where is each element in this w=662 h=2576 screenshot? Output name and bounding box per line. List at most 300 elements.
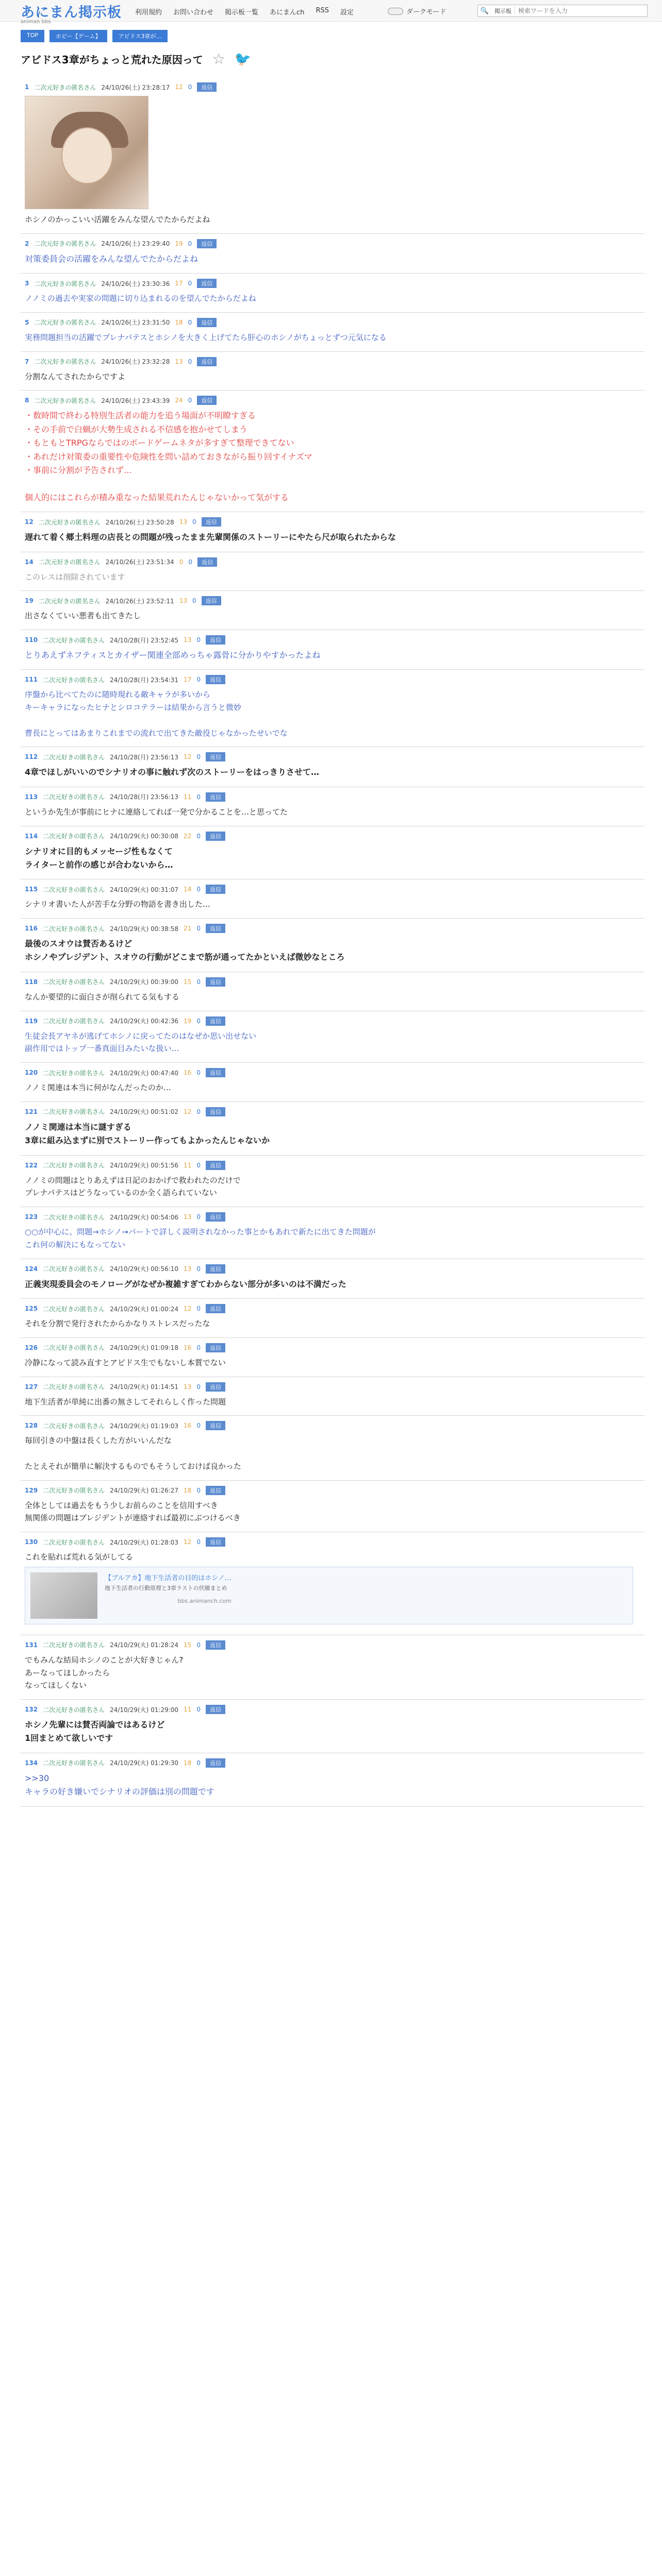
post-number[interactable]: 115 xyxy=(25,886,38,893)
post-number[interactable]: 110 xyxy=(25,636,38,644)
post-body: ・数時間で終わる特別生活者の能力を追う場面が不明瞭すぎる ・その手前で白蝋が大勢生成される不信感を抱かせてしまう ・もともとTRPGならではのボードゲームネタが多すぎて整理できてない ・あれだけ対策委の重要性や危険性を問い詰めておきながら振り回すイナズマ ・事前に分割が予告されず… 個人的にはこれらが積み重なった結果荒れたんじゃないかって気がする xyxy=(25,411,312,502)
post-date: 24/10/29(火) 00:47:40 xyxy=(110,1069,179,1077)
bad-count[interactable]: 0 xyxy=(192,597,196,605)
post-number[interactable]: 126 xyxy=(25,1344,38,1351)
post-number[interactable]: 113 xyxy=(25,793,38,801)
post-body: 対策委員会の活躍をみんな望んでたからだよね xyxy=(25,253,198,264)
toggle-switch[interactable] xyxy=(388,8,403,15)
thread-title-row xyxy=(21,50,644,67)
post-header xyxy=(25,1421,640,1430)
post-body: それを分割で発行されたからかなりストレスだったな xyxy=(25,1319,210,1329)
good-count[interactable]: 12 xyxy=(184,1305,192,1313)
post-author: 二次元好きの匿名さん xyxy=(43,1018,105,1025)
post-body: でもみんな結局ホシノのことが大好きじゃん? あーなってほしかったら なってほしくない xyxy=(25,1655,184,1690)
post-body: ホシノのかっこいい活躍をみんな望んでたからだよね xyxy=(25,215,210,224)
post-date: 24/10/26(土) 23:30:36 xyxy=(101,280,170,287)
good-count[interactable]: 24 xyxy=(175,397,183,404)
reply-button[interactable]: 返信 xyxy=(206,1068,225,1077)
post-date: 24/10/29(火) 01:29:00 xyxy=(110,1706,179,1714)
post xyxy=(21,77,644,234)
favorite-star-icon[interactable]: ☆ xyxy=(212,50,225,67)
bad-count[interactable]: 0 xyxy=(188,318,192,326)
reply-button[interactable]: 返信 xyxy=(206,635,225,645)
header-nav xyxy=(135,7,354,16)
reply-button[interactable]: 返信 xyxy=(206,752,225,761)
post xyxy=(21,1338,644,1377)
reply-button[interactable]: 返信 xyxy=(197,357,217,366)
post-date: 24/10/29(火) 00:39:00 xyxy=(110,978,179,986)
search-box xyxy=(477,5,648,17)
good-count[interactable]: 17 xyxy=(175,280,183,287)
post xyxy=(21,313,644,352)
reply-button[interactable]: 返信 xyxy=(197,557,217,567)
post-date: 24/10/26(土) 23:50:28 xyxy=(105,518,174,526)
post-body: 出さなくていい悪者も出てきたし xyxy=(25,611,141,621)
good-count[interactable]: 12 xyxy=(184,1538,192,1546)
post-author: 二次元好きの匿名さん xyxy=(34,358,96,366)
post-date: 24/10/29(火) 01:26:27 xyxy=(110,1487,179,1495)
post xyxy=(21,1532,644,1635)
post-body: 4章でほしがいいのでシナリオの事に触れず次のストーリーをはっきりさせて… xyxy=(25,767,319,777)
good-count[interactable]: 12 xyxy=(184,753,192,761)
post-header xyxy=(25,596,640,605)
post-date: 24/10/26(土) 23:52:11 xyxy=(105,597,174,605)
post-author: 二次元好きの匿名さん xyxy=(43,753,105,761)
post xyxy=(21,1481,644,1533)
bad-count[interactable]: 0 xyxy=(196,1422,201,1430)
breadcrumb-thread[interactable]: アビドス3章が… xyxy=(112,30,168,42)
bad-count[interactable]: 0 xyxy=(196,1265,201,1273)
post-date: 24/10/29(火) 01:09:18 xyxy=(110,1344,179,1352)
dark-mode-toggle[interactable] xyxy=(388,6,446,16)
post-number[interactable]: 5 xyxy=(25,318,29,326)
post-author: 二次元好きの匿名さん xyxy=(34,397,96,404)
post-date: 24/10/29(火) 00:56:10 xyxy=(110,1265,179,1273)
post xyxy=(21,1207,644,1259)
post-body: ○○が中心に、問題→ホシノ→パートで詳しく説明されなかった事とかもあれで新たに出てきた問題が これ何の解決にもなってない xyxy=(25,1227,376,1249)
good-count[interactable]: 13 xyxy=(175,358,183,365)
post-number[interactable]: 120 xyxy=(25,1069,38,1077)
post xyxy=(21,552,644,591)
breadcrumb-category[interactable]: ホビー【ゲーム】 xyxy=(49,30,107,42)
post-body: これを貼れば荒れる気がしてる xyxy=(25,1552,134,1562)
post-date: 24/10/28(月) 23:52:45 xyxy=(110,636,179,644)
bad-count[interactable]: 0 xyxy=(196,1383,201,1391)
good-count[interactable]: 15 xyxy=(184,1641,192,1649)
thread xyxy=(21,77,644,1807)
post-date: 24/10/29(火) 01:28:24 xyxy=(110,1641,179,1649)
post xyxy=(21,630,644,670)
post-header xyxy=(25,752,640,761)
post-header xyxy=(25,1486,640,1495)
bad-count[interactable]: 0 xyxy=(196,1538,201,1546)
bad-count[interactable]: 0 xyxy=(196,1069,201,1077)
post-header xyxy=(25,239,640,248)
post-number[interactable]: 134 xyxy=(25,1759,38,1767)
post-header xyxy=(25,557,640,567)
post-header xyxy=(25,1107,640,1116)
post-date: 24/10/29(火) 01:29:30 xyxy=(110,1759,179,1767)
reply-button[interactable]: 返信 xyxy=(206,1264,225,1274)
post-author: 二次元好きの匿名さん xyxy=(43,1108,105,1116)
bad-count[interactable]: 0 xyxy=(196,1641,201,1649)
post-number[interactable]: 123 xyxy=(25,1213,38,1221)
post-body: >>30 キャラの好き嫌いでシナリオの評価は別の問題です xyxy=(25,1773,214,1797)
post-date: 24/10/28(月) 23:56:13 xyxy=(110,753,179,761)
bad-count[interactable]: 0 xyxy=(188,397,192,404)
post xyxy=(21,1299,644,1338)
post-author: 二次元好きの匿名さん xyxy=(38,518,101,526)
bad-count[interactable]: 0 xyxy=(196,1213,201,1221)
post-header xyxy=(25,357,640,366)
nav-terms[interactable]: 利用規約 xyxy=(135,9,162,16)
post-author: 二次元好きの匿名さん xyxy=(43,1265,105,1273)
post xyxy=(21,512,644,552)
post-header xyxy=(25,1382,640,1392)
post xyxy=(21,1259,644,1299)
post-header xyxy=(25,279,640,288)
good-count[interactable]: 15 xyxy=(184,978,192,986)
good-count[interactable]: 22 xyxy=(184,832,192,840)
reply-button[interactable]: 返信 xyxy=(206,885,225,894)
reply-button[interactable]: 返信 xyxy=(206,1212,225,1222)
link-text xyxy=(105,1572,231,1619)
post-author: 二次元好きの匿名さん xyxy=(34,240,96,248)
bad-count[interactable]: 0 xyxy=(196,1017,201,1025)
reply-button[interactable]: 返信 xyxy=(197,239,217,248)
thread-title: アビドス3章がちょっと荒れた原因って xyxy=(21,54,203,66)
good-count[interactable]: 19 xyxy=(175,240,183,247)
post-body: 実務問題担当の活躍でプレナパテスとホシノを大きく上げてたら肝心のホシノがちょっとずつ元気になる xyxy=(25,332,387,342)
good-count[interactable]: 21 xyxy=(184,925,192,933)
post-header xyxy=(25,924,640,933)
post-number[interactable]: 14 xyxy=(25,558,34,566)
post-date: 24/10/28(月) 23:56:13 xyxy=(110,793,179,801)
good-count[interactable]: 13 xyxy=(184,636,192,644)
post-number[interactable]: 131 xyxy=(25,1641,38,1649)
post-date: 24/10/29(火) 00:38:58 xyxy=(110,925,179,933)
post-header xyxy=(25,1705,640,1714)
post-author: 二次元好きの匿名さん xyxy=(38,558,101,566)
post-number[interactable]: 19 xyxy=(25,597,34,605)
reply-button[interactable]: 返信 xyxy=(206,1107,225,1116)
post-header xyxy=(25,675,640,684)
post-author: 二次元好きの匿名さん xyxy=(43,1383,105,1391)
post-header xyxy=(25,1343,640,1352)
post-header xyxy=(25,635,640,645)
post-body: 正義実現委員会のモノローグがなぜか複雑すぎてわからない部分が多いのは不満だった xyxy=(25,1279,346,1289)
breadcrumb-top[interactable]: TOP xyxy=(21,30,44,42)
post xyxy=(21,879,644,919)
reply-button[interactable]: 返信 xyxy=(206,792,225,802)
post-header xyxy=(25,82,640,92)
post-date: 24/10/26(土) 23:29:40 xyxy=(101,240,170,248)
bad-count[interactable]: 0 xyxy=(188,240,192,247)
good-count[interactable]: 16 xyxy=(184,1344,192,1351)
post-image[interactable] xyxy=(25,96,148,209)
post-date: 24/10/26(土) 23:43:39 xyxy=(101,397,170,404)
post-body: 遅れて着く郷土料理の店長との問題が残ったまま先輩関係のストーリーにやたら尺が取られたからな xyxy=(25,532,396,543)
post-date: 24/10/26(土) 23:32:28 xyxy=(101,358,170,366)
post-header xyxy=(25,1758,640,1768)
post-header xyxy=(25,1264,640,1274)
good-count[interactable]: 11 xyxy=(184,793,192,801)
post-body: 冷静になって読み直すとアビドス生でもないし本質でない xyxy=(25,1358,226,1367)
post-author: 二次元好きの匿名さん xyxy=(43,1422,105,1430)
post-body: 毎回引きの中盤は長くした方がいいんだな たとえそれが簡単に解決するものでもそうしておけば良かった xyxy=(25,1436,242,1471)
link-title[interactable]: 【ブルアカ】地下生活者の目的はホシノ… xyxy=(105,1574,231,1582)
logo-text: あにまん掲示板 xyxy=(21,5,122,21)
top-bar xyxy=(0,0,662,25)
bad-count[interactable]: 0 xyxy=(196,886,201,893)
bad-count[interactable]: 0 xyxy=(196,978,201,986)
post-author: 二次元好きの匿名さん xyxy=(43,925,105,933)
post-body: 最後のスオウは賛否あるけど ホシノやプレジデント、スオウの行動がどこまで筋が通ってたかといえば微妙なところ xyxy=(25,939,345,962)
post-body: ノノミ関連は本当に謎すぎる 3章に組み込まずに別でストーリー作ってもよかったんじゃないか xyxy=(25,1122,270,1146)
bad-count[interactable]: 0 xyxy=(196,676,201,684)
post-number[interactable]: 118 xyxy=(25,978,38,986)
good-count[interactable]: 14 xyxy=(184,886,192,893)
reply-button[interactable]: 返信 xyxy=(202,596,221,605)
post-author: 二次元好きの匿名さん xyxy=(43,833,105,840)
link-thumbnail xyxy=(30,1572,97,1619)
bad-count[interactable]: 0 xyxy=(188,83,192,91)
post-header xyxy=(25,832,640,841)
link-preview-card[interactable] xyxy=(25,1567,633,1624)
post-body: 序盤から比べてたのに随時現れる敵キャラが多いから キーキャラになったヒナとシロコテラーは結果から言うと微妙 曹長にとってはあまりこれまでの流れで出てきた敵役じゃなかったせいでな xyxy=(25,690,288,738)
post-header xyxy=(25,1016,640,1026)
post xyxy=(21,1700,644,1753)
post-date: 24/10/29(火) 00:51:02 xyxy=(110,1108,179,1116)
post-header xyxy=(25,1068,640,1077)
post xyxy=(21,1416,644,1480)
post-number[interactable]: 129 xyxy=(25,1486,38,1494)
twitter-share-icon[interactable]: 🐦 xyxy=(234,51,252,67)
post-body: 全体としては過去をもう少しお前らのことを信用すべき 無関係の問題はブレジデントが連絡すれば最初にぶつけるべき xyxy=(25,1500,241,1523)
bad-count[interactable]: 0 xyxy=(196,832,201,840)
post-header xyxy=(25,1212,640,1222)
image-face xyxy=(61,127,113,184)
post-number[interactable]: 116 xyxy=(25,925,38,933)
post xyxy=(21,919,644,972)
post-number[interactable]: 12 xyxy=(25,518,34,526)
post-header xyxy=(25,1161,640,1170)
good-count[interactable]: 13 xyxy=(179,597,187,605)
post-header xyxy=(25,517,640,527)
post-author: 二次元好きの匿名さん xyxy=(34,319,96,327)
post-author: 二次元好きの匿名さん xyxy=(43,793,105,801)
good-count[interactable]: 13 xyxy=(179,518,187,526)
post xyxy=(21,1011,644,1063)
good-count[interactable]: 18 xyxy=(184,1486,192,1494)
reply-button[interactable]: 返信 xyxy=(206,832,225,841)
search-scope-select[interactable]: 掲示板 xyxy=(491,7,515,15)
reply-button[interactable]: 返信 xyxy=(206,1758,225,1768)
post-number[interactable]: 125 xyxy=(25,1305,38,1313)
post xyxy=(21,1753,644,1807)
bad-count[interactable]: 0 xyxy=(188,558,192,566)
post-body: ノノミの過去や実家の問題に切り込まれるのを望んでたからだよね xyxy=(25,294,256,303)
good-count[interactable]: 13 xyxy=(184,1265,192,1273)
nav-settings[interactable]: 設定 xyxy=(340,9,354,16)
post xyxy=(21,747,644,787)
post-body: なんか要望的に面白さが削られてる気もする xyxy=(25,992,180,1002)
post-author: 二次元好きの匿名さん xyxy=(43,636,105,644)
good-count[interactable]: 17 xyxy=(184,676,192,684)
post-number[interactable]: 114 xyxy=(25,832,38,840)
bad-count[interactable]: 0 xyxy=(196,1759,201,1767)
post-number[interactable]: 121 xyxy=(25,1108,38,1115)
link-host: bbs.animanch.com xyxy=(177,1598,231,1605)
reply-button[interactable]: 返信 xyxy=(206,1304,225,1313)
dark-mode-label: ダークモード xyxy=(406,8,446,16)
reply-button[interactable]: 返信 xyxy=(197,82,217,92)
reply-button[interactable]: 返信 xyxy=(206,1705,225,1714)
bad-count[interactable]: 0 xyxy=(196,753,201,761)
reply-button[interactable]: 返信 xyxy=(206,1016,225,1026)
post-number[interactable]: 132 xyxy=(25,1706,38,1714)
bad-count[interactable]: 0 xyxy=(196,925,201,933)
nav-animanch[interactable]: あにまんch xyxy=(270,9,305,16)
good-count[interactable]: 12 xyxy=(184,1108,192,1115)
reply-button[interactable]: 返信 xyxy=(206,675,225,684)
reply-button[interactable]: 返信 xyxy=(197,396,217,405)
good-count[interactable]: 0 xyxy=(179,558,184,566)
post-author: 二次元好きの匿名さん xyxy=(38,597,101,605)
post xyxy=(21,972,644,1011)
search-input[interactable] xyxy=(515,7,647,14)
post-body: ホシノ先輩には賛否両論ではあるけど 1回まとめて欲しいです xyxy=(25,1720,165,1743)
post-author: 二次元好きの匿名さん xyxy=(43,978,105,986)
post-date: 24/10/26(土) 23:28:17 xyxy=(101,83,170,91)
good-count[interactable]: 19 xyxy=(184,1017,192,1025)
post-header xyxy=(25,1537,640,1547)
bad-count[interactable]: 0 xyxy=(196,1161,201,1169)
good-count[interactable]: 11 xyxy=(184,1706,192,1714)
post xyxy=(21,1156,644,1208)
post-number[interactable]: 2 xyxy=(25,240,29,247)
post-number[interactable]: 7 xyxy=(25,358,29,365)
bad-count[interactable]: 0 xyxy=(196,636,201,644)
reply-button[interactable]: 返信 xyxy=(206,1343,225,1352)
post-number[interactable]: 122 xyxy=(25,1161,38,1169)
post-number[interactable]: 3 xyxy=(25,280,29,287)
post-number[interactable]: 124 xyxy=(25,1265,38,1273)
reply-button[interactable]: 返信 xyxy=(202,517,221,527)
reply-button[interactable]: 返信 xyxy=(206,977,225,987)
post xyxy=(21,591,644,630)
post-header xyxy=(25,318,640,327)
post-author: 二次元好きの匿名さん xyxy=(34,280,96,287)
nav-contact[interactable]: お問い合わせ xyxy=(173,9,214,16)
bad-count[interactable]: 0 xyxy=(196,1486,201,1494)
post-author: 二次元好きの匿名さん xyxy=(43,1069,105,1077)
post-body: ノノミ関連は本当に何がなんだったのか… xyxy=(25,1083,171,1093)
good-count[interactable]: 13 xyxy=(184,1383,192,1391)
post-date: 24/10/29(火) 01:00:24 xyxy=(110,1305,179,1313)
bad-count[interactable]: 0 xyxy=(188,280,192,287)
reply-button[interactable]: 返信 xyxy=(206,1640,225,1650)
post-number[interactable]: 127 xyxy=(25,1383,38,1391)
post-number[interactable]: 8 xyxy=(25,397,29,404)
reply-button[interactable]: 返信 xyxy=(197,318,217,327)
post-author: 二次元好きの匿名さん xyxy=(43,1759,105,1767)
reply-button[interactable]: 返信 xyxy=(206,1537,225,1547)
bad-count[interactable]: 0 xyxy=(192,518,196,526)
bad-count[interactable]: 0 xyxy=(188,358,192,365)
post-body: 分割なんてされたからですよ xyxy=(25,371,125,381)
post-number[interactable]: 112 xyxy=(25,753,38,761)
post-body: というか先生が事前にヒナに連絡してれば一発で分かることを…と思ってた xyxy=(25,807,288,817)
reply-button[interactable]: 返信 xyxy=(197,279,217,288)
site-logo[interactable] xyxy=(21,1,122,25)
post-body: シナリオ書いた人が苦手な分野の物語を書き出した… xyxy=(25,900,210,909)
post-header xyxy=(25,1304,640,1313)
bad-count[interactable]: 0 xyxy=(196,1344,201,1351)
post-number[interactable]: 119 xyxy=(25,1017,38,1025)
post-header xyxy=(25,396,640,405)
post-date: 24/10/28(月) 23:54:31 xyxy=(110,676,179,684)
good-count[interactable]: 16 xyxy=(184,1422,192,1430)
reply-button[interactable]: 返信 xyxy=(206,924,225,933)
post-author: 二次元好きの匿名さん xyxy=(43,1162,105,1170)
bad-count[interactable]: 0 xyxy=(196,1108,201,1115)
reply-button[interactable]: 返信 xyxy=(206,1421,225,1430)
good-count[interactable]: 13 xyxy=(184,1213,192,1221)
post-author: 二次元好きの匿名さん xyxy=(43,1344,105,1352)
post-author: 二次元好きの匿名さん xyxy=(34,83,96,91)
post-number[interactable]: 111 xyxy=(25,676,38,684)
bad-count[interactable]: 0 xyxy=(196,1706,201,1714)
post-number[interactable]: 1 xyxy=(25,83,29,91)
post-author: 二次元好きの匿名さん xyxy=(43,1538,105,1546)
good-count[interactable]: 16 xyxy=(184,1069,192,1077)
post-header xyxy=(25,1640,640,1650)
post-number[interactable]: 130 xyxy=(25,1538,38,1546)
post-body: このレスは削除されています xyxy=(25,572,125,582)
post-date: 24/10/29(火) 01:19:03 xyxy=(110,1422,179,1430)
post-author: 二次元好きの匿名さん xyxy=(43,1213,105,1221)
link-description: 地下生活者の行動原理と3章ラストの伏線まとめ xyxy=(105,1584,227,1591)
post-author: 二次元好きの匿名さん xyxy=(43,1305,105,1313)
post-date: 24/10/29(火) 01:14:51 xyxy=(110,1383,179,1391)
bad-count[interactable]: 0 xyxy=(196,793,201,801)
post-author: 二次元好きの匿名さん xyxy=(43,886,105,893)
search-icon[interactable]: 🔍 xyxy=(480,7,489,15)
good-count[interactable]: 11 xyxy=(184,1161,192,1169)
post-header xyxy=(25,792,640,802)
nav-rss[interactable]: RSS xyxy=(316,7,329,14)
good-count[interactable]: 18 xyxy=(184,1759,192,1767)
reply-button[interactable]: 返信 xyxy=(206,1161,225,1170)
post-author: 二次元好きの匿名さん xyxy=(43,1641,105,1649)
post-date: 24/10/29(火) 00:30:08 xyxy=(110,833,179,840)
breadcrumb xyxy=(21,30,168,42)
post xyxy=(21,1063,644,1102)
good-count[interactable]: 18 xyxy=(175,318,183,326)
post xyxy=(21,352,644,391)
nav-boards[interactable]: 掲示板一覧 xyxy=(225,9,259,16)
bad-count[interactable]: 0 xyxy=(196,1305,201,1313)
good-count[interactable]: 12 xyxy=(175,83,183,91)
post xyxy=(21,787,644,826)
post-number[interactable]: 128 xyxy=(25,1422,38,1430)
post xyxy=(21,391,644,512)
post xyxy=(21,1102,644,1156)
reply-button[interactable]: 返信 xyxy=(206,1486,225,1495)
post-body: ノノミの問題はとりあえずは日記のおかげで救われたのだけで プレナパテスはどうなっているのか全く語られていない xyxy=(25,1175,241,1198)
reply-button[interactable]: 返信 xyxy=(206,1382,225,1392)
